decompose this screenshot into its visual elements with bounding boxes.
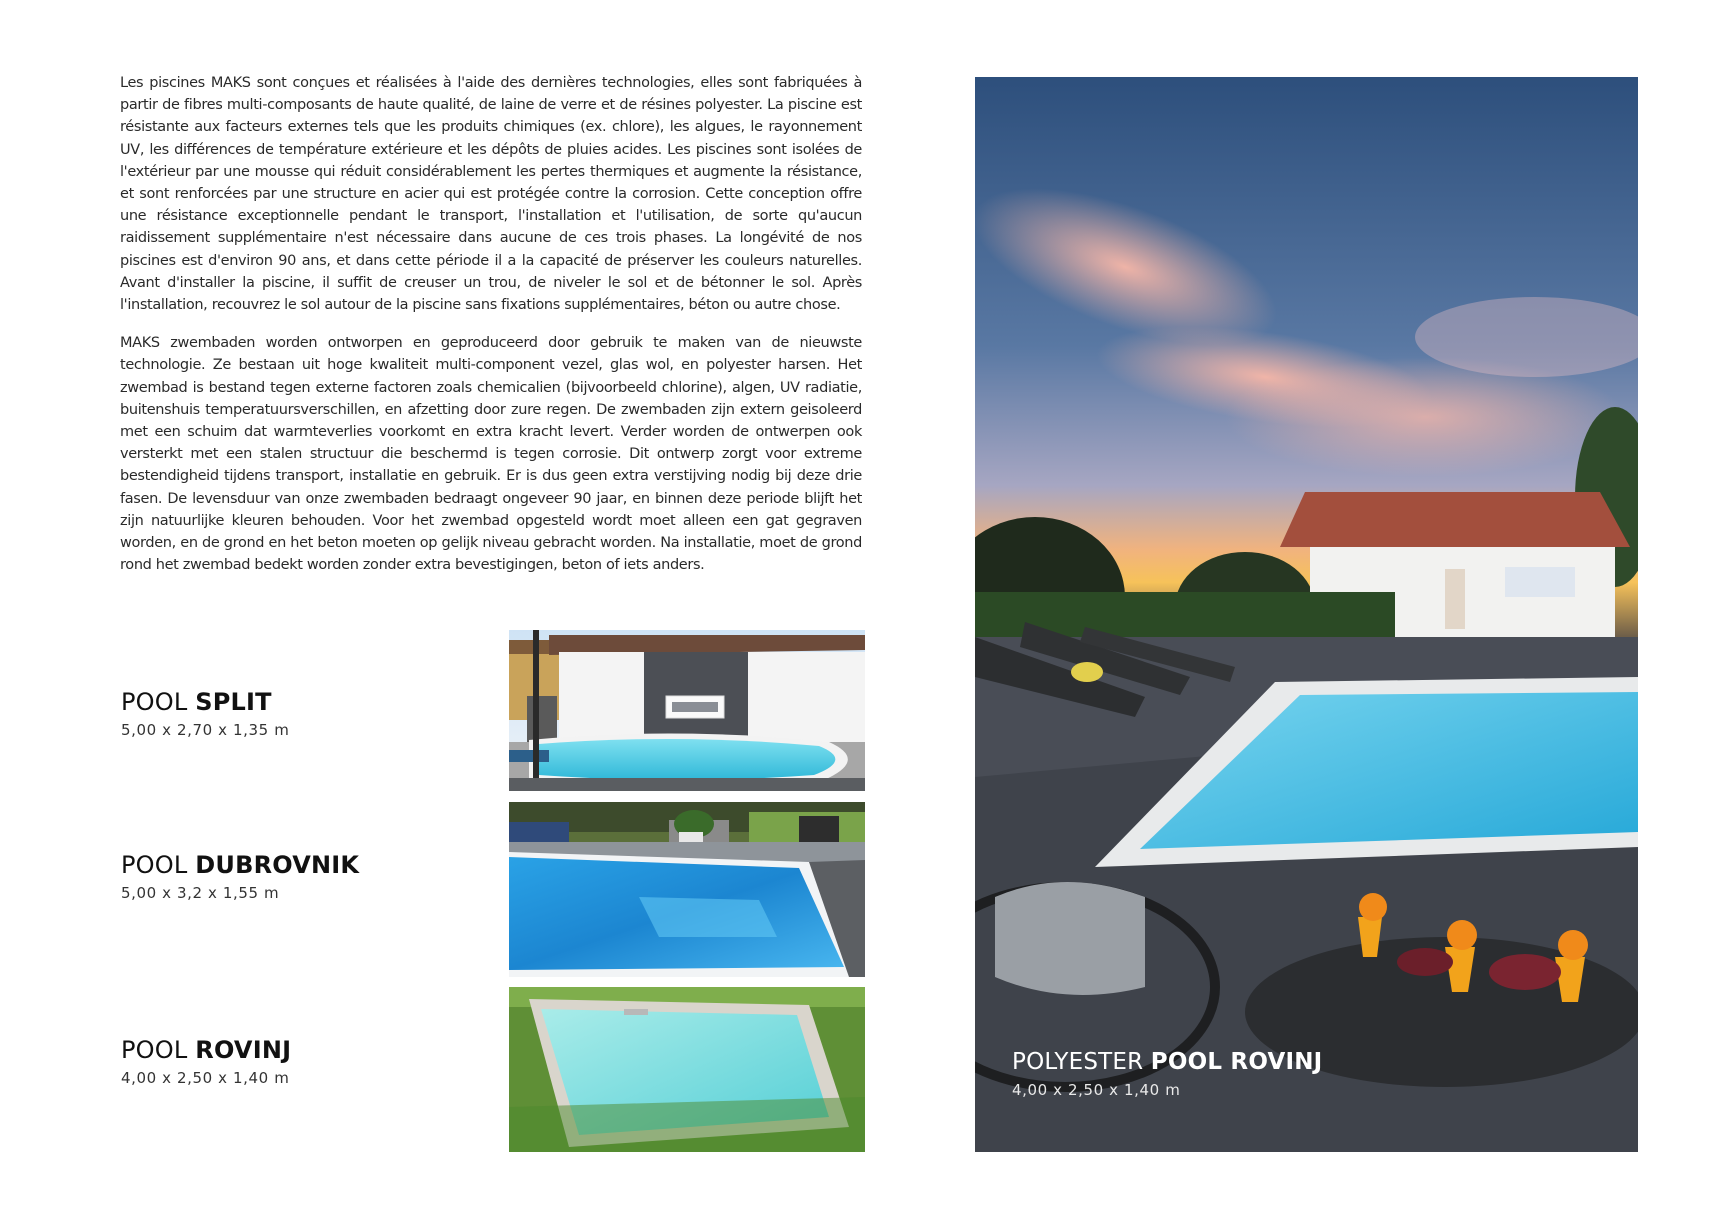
french-paragraph: Les piscines MAKS sont conçues et réalisées à l'aide des dernières technologies, elles sont fabriquées à partir de fibres multi-composants de haute qualité, de laine de verre et de résines polyester. La piscine est résistante aux facteurs externes tels que les produits chimiques (ex. chlore), les algues, le rayonnement UV, les différences de température extérieure et les dépôts de pluies acides. Les piscines sont isolées de l'extérieur par une mousse qui réduit considérablement les pertes thermiques et augmente la résistance, et sont renforcées par une structure en acier qui est protégée contre la corrosion. Cette conception offre une résistance exceptionnelle pendant le transport, l'installation et l'utilisation, de sorte qu'aucun raidissement supplémentaire n'est nécessaire dans aucune de ces trois phases. La longévité de nos piscines est d'environ 90 ans, et dans cette période il a la capacité de préserver les couleurs naturelles. Avant d'installer la piscine, il suffit de creuser un trou, de niveler le sol et de bétonner le sol. Après l'installation, recouvrez le sol autour de la piscine sans fixations supplémentaires, béton ou autre chose. [120, 75, 862, 314]
pool-split-photo [509, 630, 865, 791]
pool-title [121, 688, 289, 716]
pool-dubrovnik-label [121, 851, 359, 903]
pool-title [121, 1036, 291, 1064]
hero-title [1012, 1048, 1322, 1076]
hero-caption [1012, 1048, 1322, 1100]
hero-prefix: POLYESTER [1012, 1049, 1144, 1075]
pool-prefix: POOL [121, 1036, 188, 1064]
pool-rovinj-label [121, 1036, 291, 1088]
hero-dimensions: 4,00 x 2,50 x 1,40 m [1012, 1081, 1181, 1099]
description-text [120, 72, 862, 592]
dutch-paragraph: MAKS zwembaden worden ontworpen en geproduceerd door gebruik te maken van de nieuwste technologie. Ze bestaan uit hoge kwaliteit multi-component vezel, glas wol, en polyester harsen. Het zwembad is bestand tegen externe factoren zoals chemicalien (bijvoorbeeld chlorine), algen, UV radiatie, buitenshuis temperatuursverschillen, en afzetting door zure regen. De zwembaden zijn extern geisoleerd met een schuim dat warmteverlies voorkomt en extra kracht levert. Verder worden de ontwerpen ook versterkt met een stalen structuur die beschermd is tegen corrosie. Dit ontwerp zorgt voor extreme bestendigheid tijdens transport, installatie en gebruik. Er is dus geen extra verstijving nodig bij deze drie fasen. De levensduur van onze zwembaden bedraagt ongeveer 90 jaar, en binnen deze periode blijft het zijn natuurlijke kleuren behouden. Voor het zwembad opgesteld wordt moet alleen een gat gegraven worden, en de grond en het beton moeten op gelijk niveau gebracht worden. Na installatie, moet de grond rond het zwembad bedekt worden zonder extra bevestigingen, beton of iets anders. [120, 335, 862, 574]
pool-dimensions: 5,00 x 3,2 x 1,55 m [121, 884, 280, 902]
pool-name: DUBROVNIK [195, 851, 360, 879]
pool-prefix: POOL [121, 851, 188, 879]
pool-prefix: POOL [121, 688, 188, 716]
pool-name: SPLIT [195, 688, 272, 716]
pool-split-label [121, 688, 289, 740]
hero-pool-rovinj-photo [975, 77, 1638, 1152]
hero-pool-name: POOL ROVINJ [1150, 1049, 1323, 1075]
pool-title [121, 851, 359, 879]
pool-rovinj-photo [509, 987, 865, 1152]
pool-dubrovnik-photo [509, 802, 865, 977]
pool-name: ROVINJ [195, 1036, 292, 1064]
pool-dimensions: 5,00 x 2,70 x 1,35 m [121, 721, 290, 739]
pool-dimensions: 4,00 x 2,50 x 1,40 m [121, 1069, 290, 1087]
